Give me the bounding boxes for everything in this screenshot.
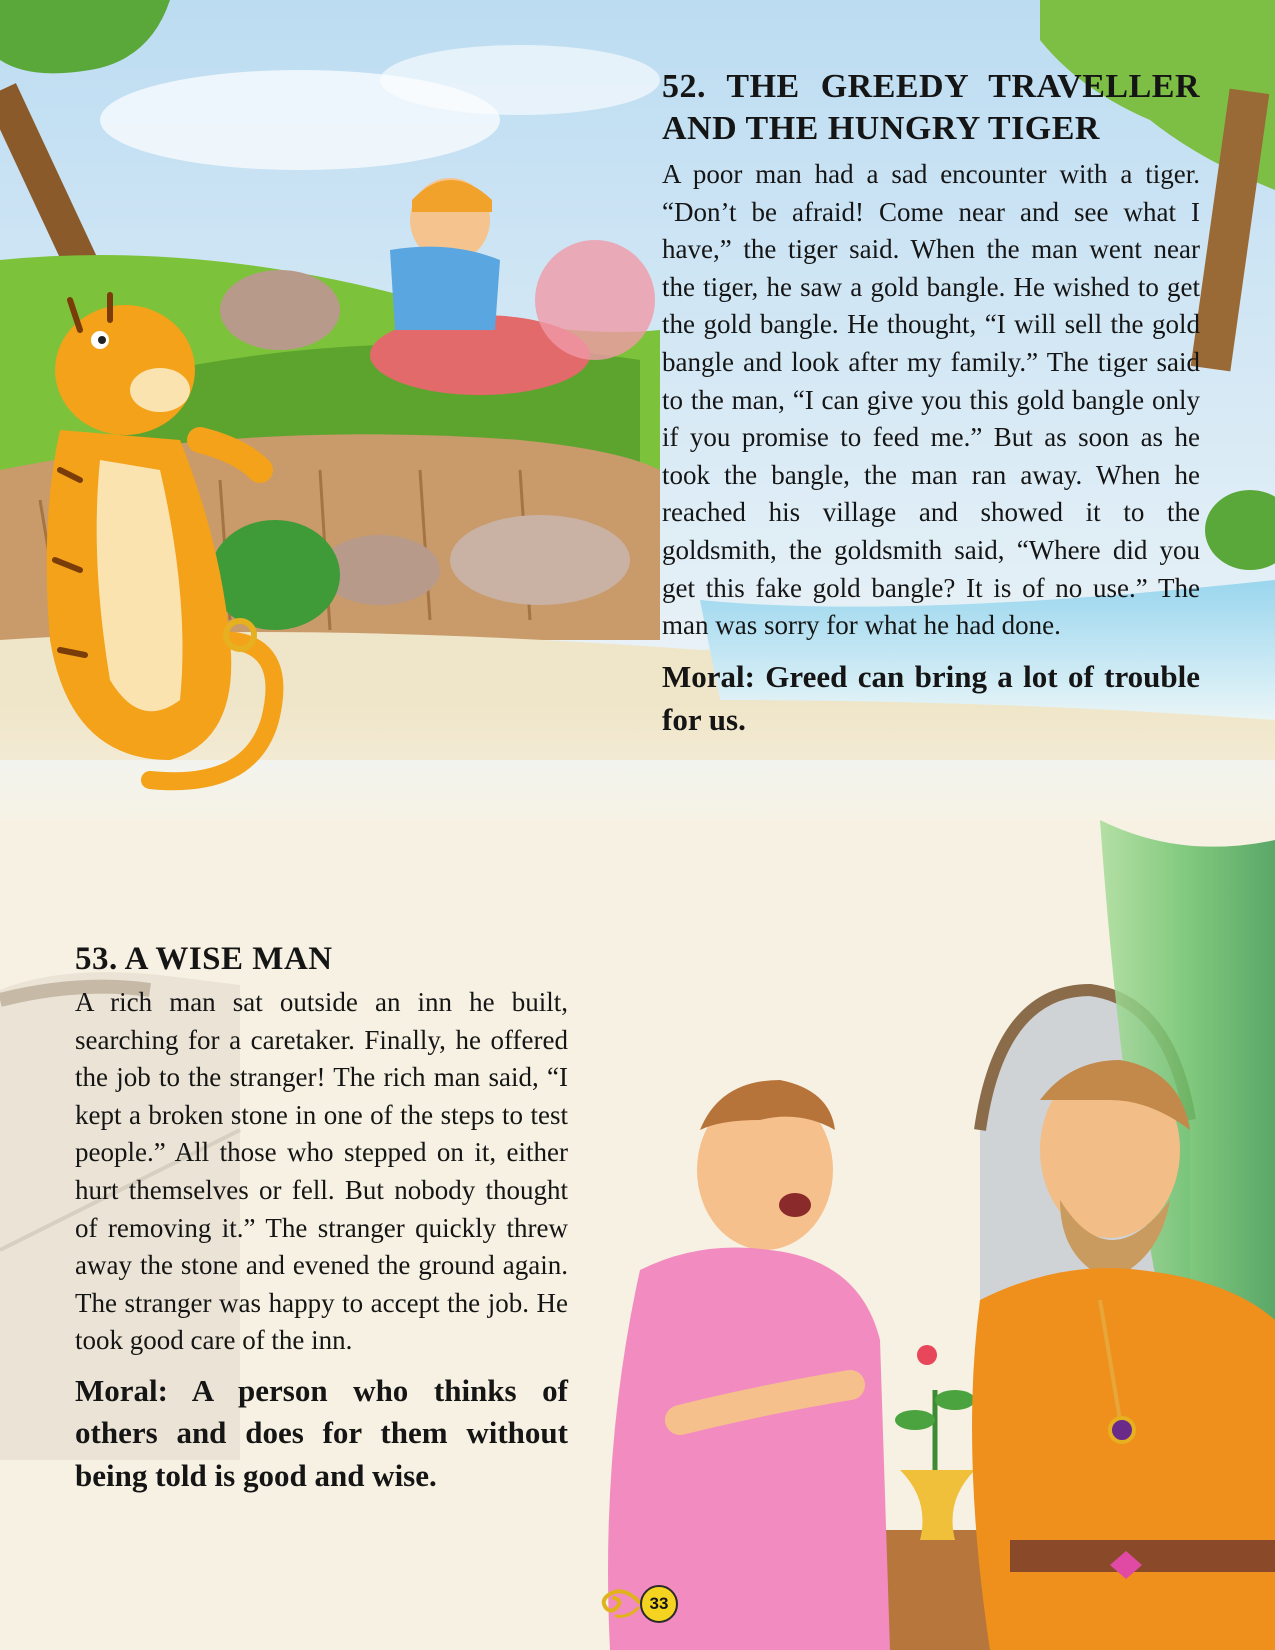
story-52-title: 52. THE GREEDY TRAVELLER AND THE HUNGRY TIGER <box>662 68 1200 147</box>
story-52-body: A poor man had a sad encounter with a tiger. “Don’t be afraid! Come near and see what I have,” the tiger said. When the man went near the tiger, he saw a gold bangle. He wished to get the gold bangle. He thought, “I will sell the gold bangle and look after my family.” The tiger said to the man, “I can give you this gold bangle only if you promise to feed me.” But as soon as he took the bangle, the man ran away. When he reached his village and showed it to the goldsmith, the goldsmith said, “Where did you get this fake gold bangle? It is of no use.” The man was sorry for what he had done. <box>662 159 1200 641</box>
story-52-moral: Moral: Greed can bring a lot of trouble for us. <box>662 658 1200 737</box>
story-53-body: A rich man sat outside an inn he built, searching for a caretaker. Finally, he offered the job to the stranger! The rich man said, “I kept a broken stone in one of the steps to test people.” All those who stepped on it, either hurt themselves or fell. But nobody thought of removing it.” The stranger quickly threw away the stone and evened the ground again. The stranger was happy to accept the job. He took good care of the inn. <box>75 987 568 1356</box>
story-53-moral: Moral: A person who thinks of others and does for them without being told is good and wise. <box>75 1372 568 1493</box>
story-53 <box>75 938 568 1497</box>
story-52 <box>662 66 1200 741</box>
page-number: 33 <box>640 1585 678 1623</box>
stranger-figure <box>608 1080 890 1650</box>
page-ornament-icon <box>594 1582 644 1622</box>
story-53-title: 53. A WISE MAN <box>75 941 333 977</box>
